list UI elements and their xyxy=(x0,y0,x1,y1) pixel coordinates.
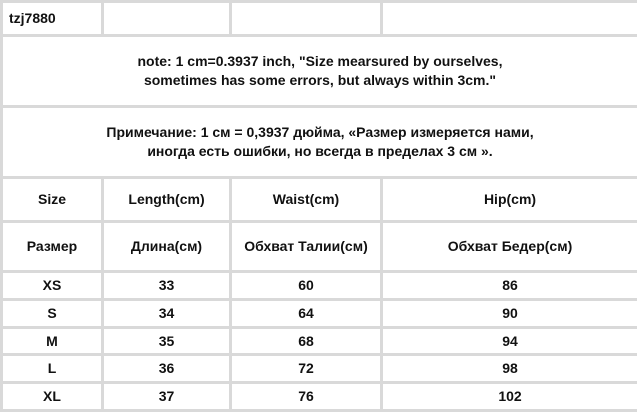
length-cell: 34 xyxy=(104,301,229,326)
size-cell: XS xyxy=(3,273,101,298)
hip-cell: 90 xyxy=(383,301,637,326)
length-cell: 35 xyxy=(104,329,229,354)
note-ru-line1: Примечание: 1 см = 0,3937 дюйма, «Размер измеряется нами, xyxy=(106,124,534,141)
hip-cell: 94 xyxy=(383,329,637,354)
hip-cell: 98 xyxy=(383,356,637,381)
empty-cell xyxy=(232,3,380,34)
size-cell: S xyxy=(3,301,101,326)
header-hip: Hip(cm) xyxy=(383,179,637,219)
waist-cell: 72 xyxy=(232,356,380,381)
header-waist-ru: Обхват Талии(см) xyxy=(232,223,380,271)
waist-cell: 60 xyxy=(232,273,380,298)
length-cell: 33 xyxy=(104,273,229,298)
table-row xyxy=(3,301,637,326)
header-size: Size xyxy=(3,179,101,219)
table-row xyxy=(3,329,637,354)
note-en xyxy=(3,37,637,105)
header-row-ru xyxy=(3,223,637,271)
note-en-line2: sometimes has some errors, but always within 3cm." xyxy=(143,72,497,89)
size-cell: XL xyxy=(3,384,101,409)
note-en-line1: note: 1 cm=0.3937 inch, "Size mearsured by ourselves, xyxy=(137,53,503,70)
note-row-ru xyxy=(3,108,637,176)
note-ru-line2: иногда есть ошибки, но всегда в пределах 3 см ». xyxy=(147,143,493,160)
header-waist: Waist(cm) xyxy=(232,179,380,219)
table-row xyxy=(3,273,637,298)
waist-cell: 76 xyxy=(232,384,380,409)
header-row-en xyxy=(3,179,637,219)
header-size-ru: Размер xyxy=(3,223,101,271)
note-row-en xyxy=(3,37,637,105)
product-code: tzj7880 xyxy=(3,3,101,34)
hip-cell: 102 xyxy=(383,384,637,409)
header-length-ru: Длина(см) xyxy=(104,223,229,271)
empty-cell xyxy=(383,3,637,34)
waist-cell: 64 xyxy=(232,301,380,326)
table-row xyxy=(3,384,637,409)
waist-cell: 68 xyxy=(232,329,380,354)
header-hip-ru: Обхват Бедер(см) xyxy=(383,223,637,271)
note-ru xyxy=(3,108,637,176)
length-cell: 36 xyxy=(104,356,229,381)
size-cell: M xyxy=(3,329,101,354)
length-cell: 37 xyxy=(104,384,229,409)
hip-cell: 86 xyxy=(383,273,637,298)
table-row xyxy=(3,356,637,381)
title-row xyxy=(3,3,637,34)
header-length: Length(cm) xyxy=(104,179,229,219)
size-cell: L xyxy=(3,356,101,381)
empty-cell xyxy=(104,3,229,34)
